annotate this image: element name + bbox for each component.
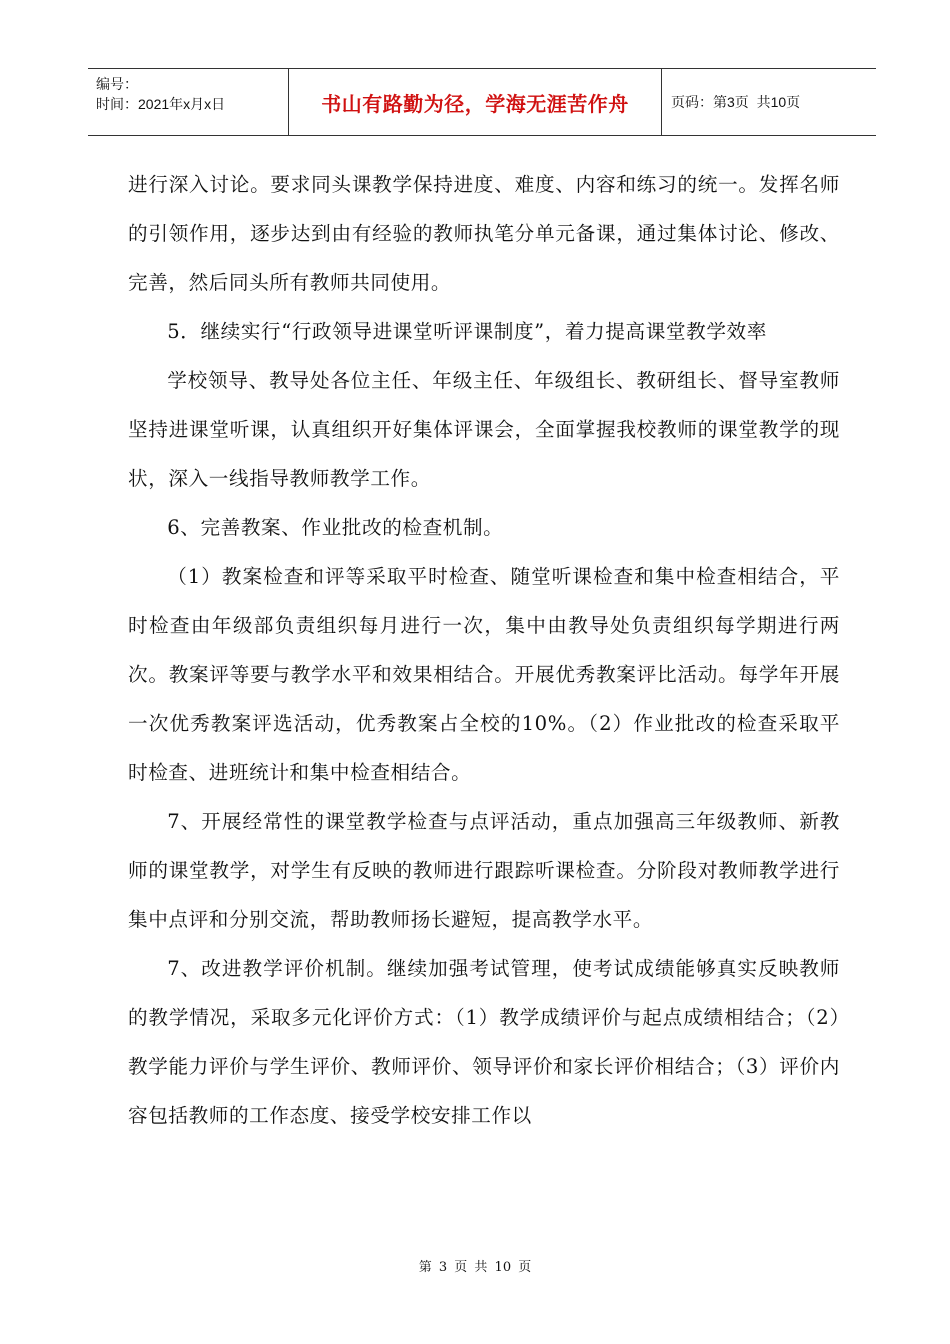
header-motto: 书山有路勤为径，学海无涯苦作舟: [288, 69, 662, 135]
body-paragraph: 7、开展经常性的课堂教学检查与点评活动，重点加强高三年级教师、新教师的课堂教学，对学生有反映的教师进行跟踪听课检查。分阶段对教师教学进行集中点评和分别交流，帮助教师扬长避短，提高教学水平。: [128, 810, 840, 931]
page-footer: 第 3 页 共 10 页: [418, 1260, 532, 1275]
header-meta: [88, 69, 288, 135]
document-body: [128, 160, 840, 1140]
document-header: [88, 68, 876, 136]
body-paragraph: 进行深入讨论。要求同头课教学保持进度、难度、内容和练习的统一。发挥名师的引领作用，逐步达到由有经验的教师执笔分单元备课，通过集体讨论、修改、完善，然后同头所有教师共同使用。: [128, 173, 840, 294]
body-paragraph: 7、改进教学评价机制。继续加强考试管理，使考试成绩能够真实反映教师的教学情况，采取多元化评价方式：（1）教学成绩评价与起点成绩相结合；（2）教学能力评价与学生评价、教师评价、领导评价和家长评价相结合；（3）评价内容包括教师的工作态度、接受学校安排工作以: [128, 957, 840, 1127]
header-page-number: 页码：第3页 共10页: [671, 94, 801, 110]
section-heading-5: 5．继续实行“行政领导进课堂听评课制度”，着力提高课堂教学效率: [167, 320, 767, 343]
serial-number-label: 编号：: [96, 76, 138, 92]
section-heading-6: 6、完善教案、作业批改的检查机制。: [167, 516, 504, 539]
date-label: 时间：2021年x月x日: [96, 96, 226, 112]
body-paragraph: 学校领导、教导处各位主任、年级主任、年级组长、教研组长、督导室教师坚持进课堂听课，认真组织开好集体评课会，全面掌握我校教师的课堂教学的现状，深入一线指导教师教学工作。: [128, 369, 840, 490]
body-paragraph: （1）教案检查和评等采取平时检查、随堂听课检查和集中检查相结合，平时检查由年级部负责组织每月进行一次，集中由教导处负责组织每学期进行两次。教案评等要与教学水平和效果相结合。开展优秀教案评比活动。每学年开展一次优秀教案评选活动，优秀教案占全校的10%。（2）作业批改的检查采取平时检查、进班统计和集中检查相结合。: [128, 565, 840, 784]
